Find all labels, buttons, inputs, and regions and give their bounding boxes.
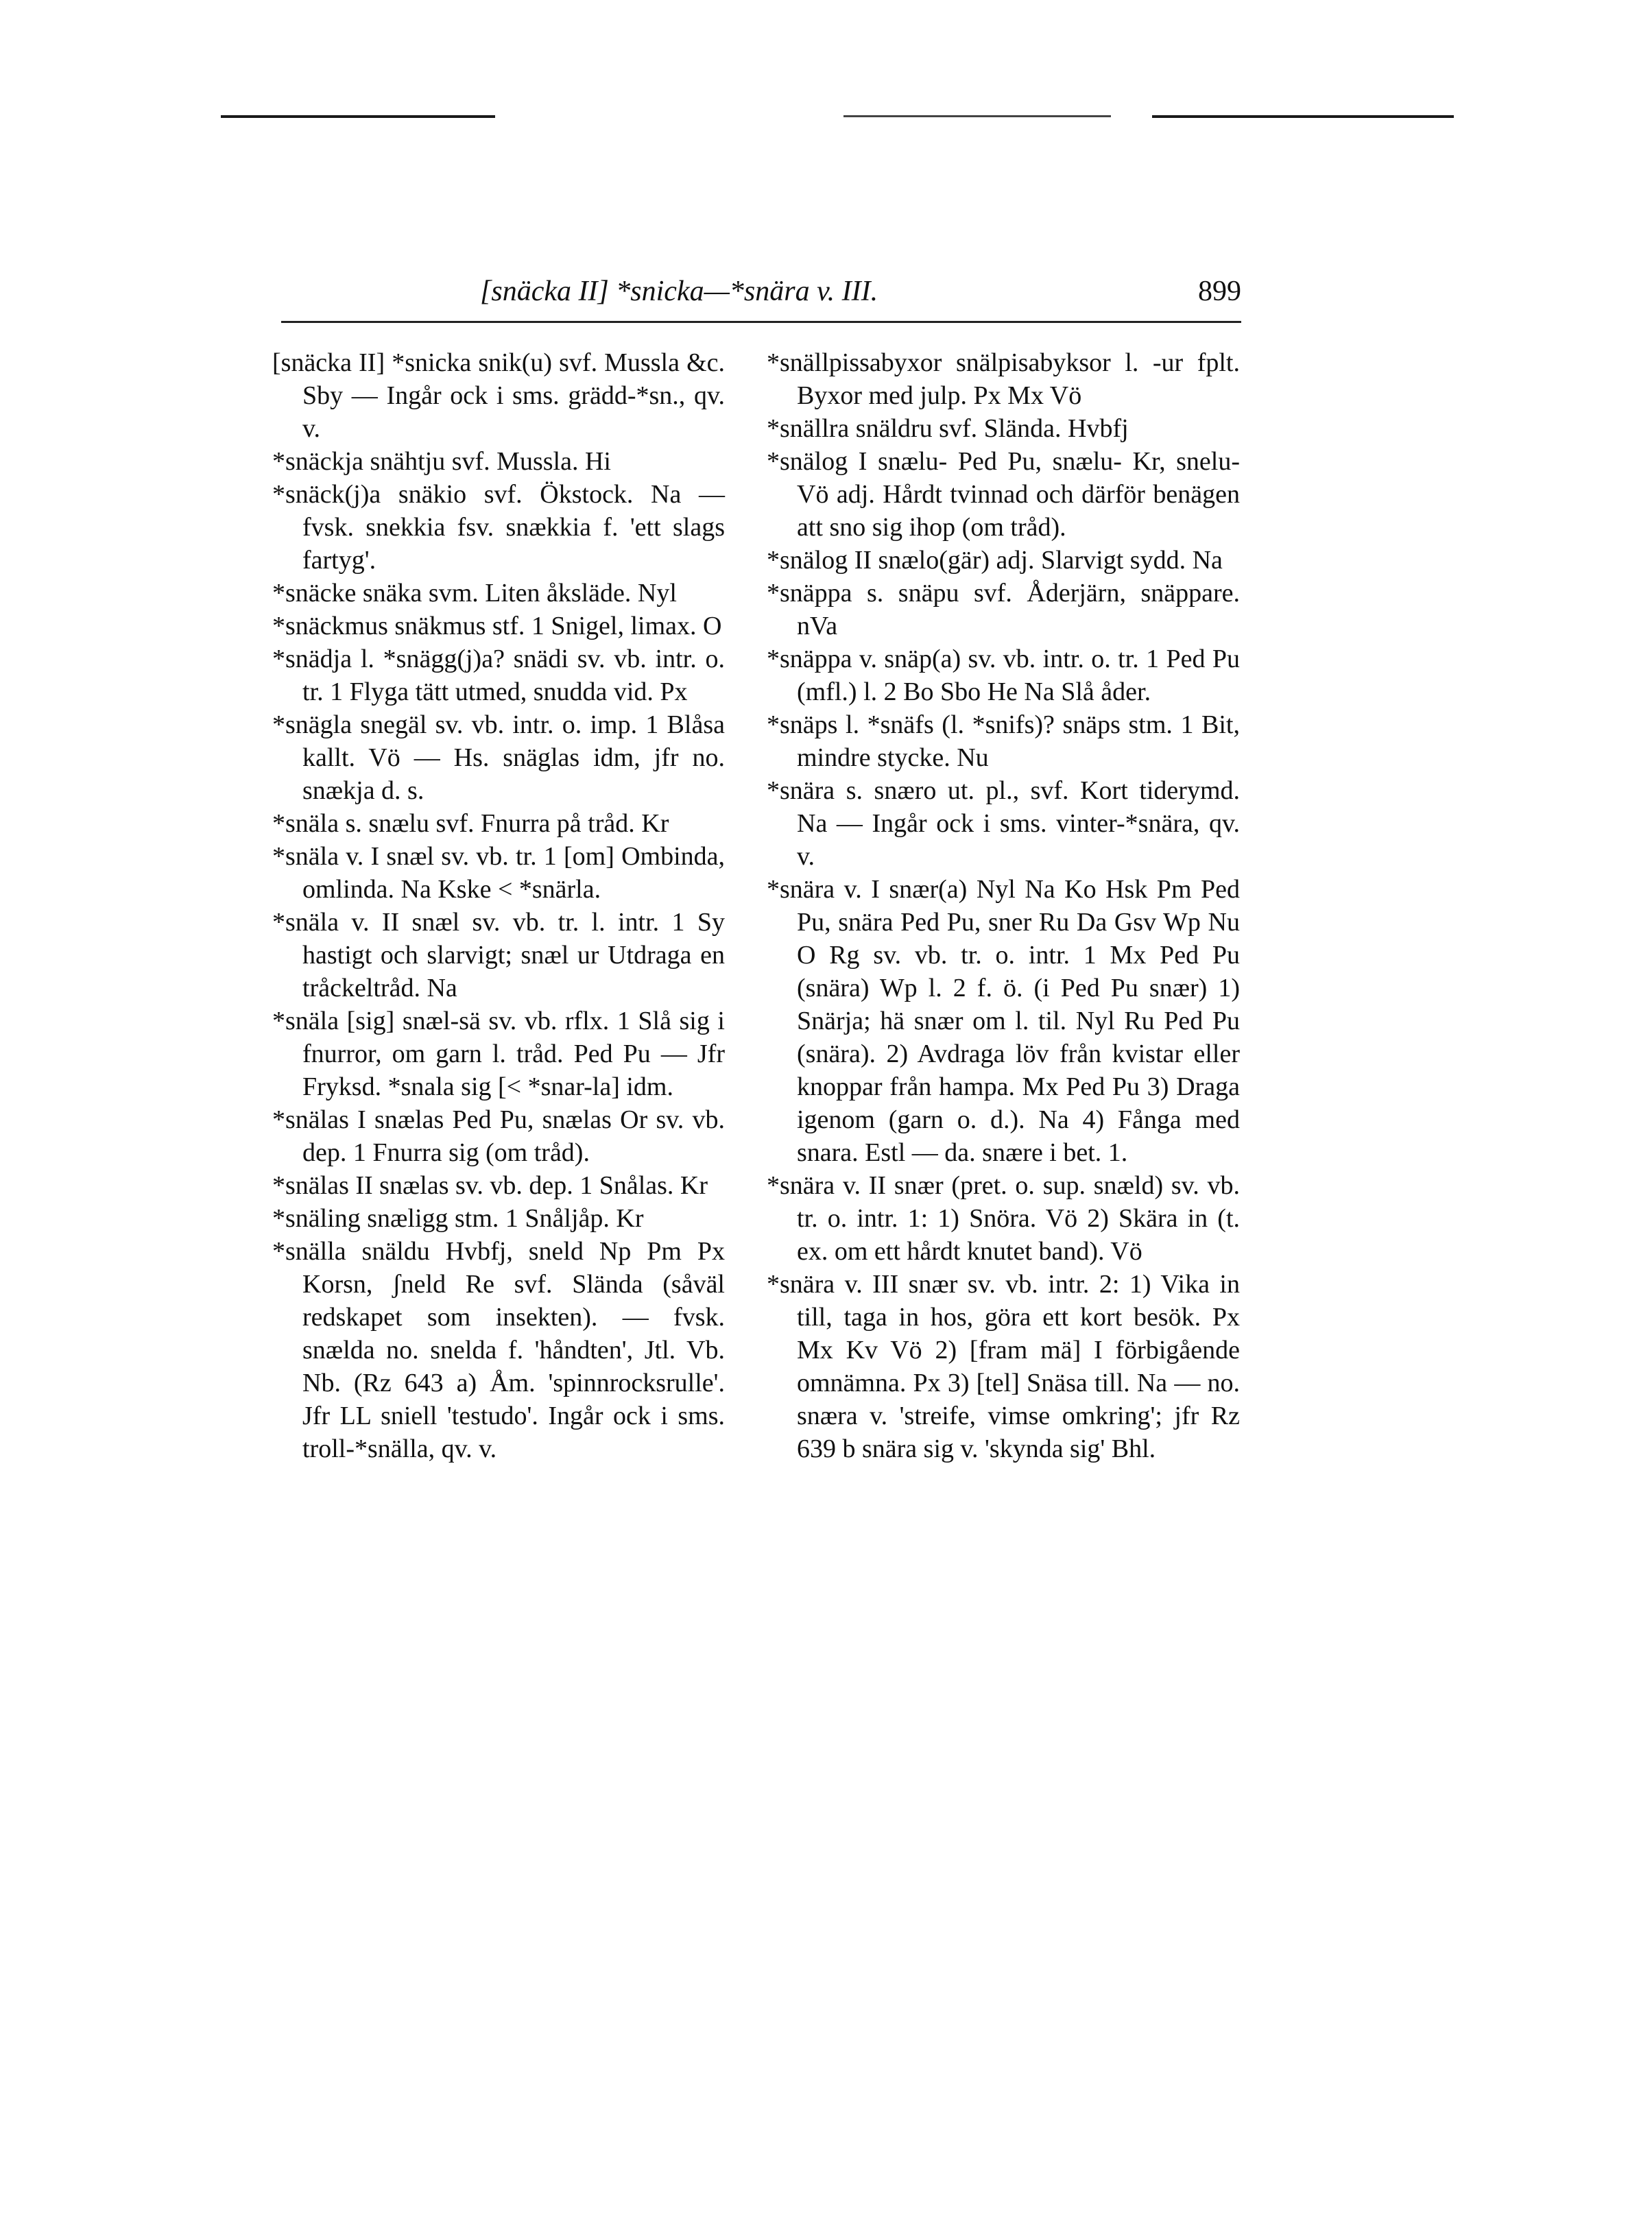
dictionary-entry: [snäcka II] *snicka snik(u) svf. Mussla &c. Sby — Ingår ock i sms. grädd-*sn., qv. v. [272, 348, 725, 443]
top-rule-right [1152, 115, 1454, 118]
dictionary-entry: *snäla s. snælu svf. Fnurra på tråd. Kr [272, 809, 669, 838]
dictionary-entry: *snädja l. *snägg(j)a? snädi sv. vb. intr. o. tr. 1 Flyga tätt utmed, snudda vid. Px [272, 645, 725, 706]
dictionary-entry: *snäppa v. snäp(a) sv. vb. intr. o. tr. 1 Ped Pu (mfl.) l. 2 Bo Sbo He Na Slå åder. [767, 645, 1240, 706]
dictionary-entry: *snälla snäldu Hvbfj, sneld Np Pm Px Korsn, ʃneld Re svf. Slända (såväl redskapet som insekten). — fvsk. snælda no. snelda f. 'håndten', Jtl. Vb. Nb. (Rz 643 a) Åm. 'spinnrocksrulle'. Jfr LL sniell 'testudo'. Ingår ock i sms. troll-*snälla, qv. v. [272, 1237, 725, 1463]
dictionary-entry: *snära v. III snær sv. vb. intr. 2: 1) Vika in till, taga in hos, göra ett kort besök. Px Mx Kv Vö 2) [fram mä] I förbigående omnämna. Px 3) [tel] Snäsa till. Na — no. snæra v. 'streife, vimse omkring'; jfr Rz 639 b snära sig v. 'skynda sig' Bhl. [767, 1270, 1240, 1463]
dictionary-entry: *snäcke snäka svm. Liten åksläde. Nyl [272, 579, 677, 608]
running-title: [snäcka II] *snicka—*snära v. III. [480, 276, 878, 307]
dictionary-entry: *snällpissabyxor snälpisabyksor l. -ur fplt. Byxor med julp. Px Mx Vö [767, 348, 1240, 410]
dictionary-entry: *snäck(j)a snäkio svf. Ökstock. Na — fvsk. snekkia fsv. snækkia f. 'ett slags fartyg'. [272, 480, 725, 575]
dictionary-entry: *snära v. II snær (pret. o. sup. snæld) sv. vb. tr. o. intr. 1: 1) Snöra. Vö 2) Skära in (t. ex. om ett hårdt knutet band). Vö [767, 1171, 1240, 1266]
dictionary-entry: *snäps l. *snäfs (l. *snifs)? snäps stm. 1 Bit, mindre stycke. Nu [767, 710, 1240, 772]
dictionary-entry: *snälas II snælas sv. vb. dep. 1 Snålas. Kr [272, 1171, 708, 1200]
dictionary-entry: *snära v. I snær(a) Nyl Na Ko Hsk Pm Ped Pu, snära Ped Pu, sner Ru Da Gsv Wp Nu O Rg sv. vb. tr. o. intr. 1 Mx Ped Pu (snära) Wp l. 2 f. ö. (i Ped Pu snær) 1) Snärja; hä snær om l. til. Nyl Ru Ped Pu (snära). 2) Avdraga löv från kvistar eller knoppar från hampa. Mx Ped Pu 3) Draga igenom (garn o. d.). Na 4) Fånga med snara. Estl — da. snære i bet. 1. [767, 875, 1240, 1167]
dictionary-entry: *snällra snäldru svf. Slända. Hvbfj [767, 414, 1129, 443]
page-number: 899 [1198, 276, 1241, 307]
dictionary-entry: *snäla [sig] snæl-sä sv. vb. rflx. 1 Slå sig i fnurror, om garn l. tråd. Ped Pu — Jfr Fryksd. *snala sig [< *snar-la] idm. [272, 1007, 725, 1101]
dictionary-entry: *snälog II snælo(gär) adj. Slarvigt sydd. Na [767, 546, 1223, 575]
top-rule-left [221, 115, 495, 118]
dictionary-entry: *snäckja snähtju svf. Mussla. Hi [272, 447, 611, 476]
dictionary-entry: *snälas I snælas Ped Pu, snælas Or sv. vb. dep. 1 Fnurra sig (om tråd). [272, 1105, 725, 1167]
dictionary-entry: *snära s. snæro ut. pl., svf. Kort tiderymd. Na — Ingår ock i sms. vinter-*snära, qv. v. [767, 776, 1240, 871]
dictionary-entry: *snäppa s. snäpu svf. Åderjärn, snäppare. nVa [767, 579, 1240, 640]
right-column [767, 346, 1240, 1923]
dictionary-entry: *snälog I snælu- Ped Pu, snælu- Kr, snelu- Vö adj. Hårdt tvinnad och därför benägen att sno sig ihop (om tråd). [767, 447, 1240, 542]
dictionary-entry: *snäckmus snäkmus stf. 1 Snigel, limax. O [272, 612, 722, 640]
dictionary-entry: *snäling snæligg stm. 1 Snåljåp. Kr [272, 1204, 644, 1233]
dictionary-entry: *snägla snegäl sv. vb. intr. o. imp. 1 Blåsa kallt. Vö — Hs. snäglas idm, jfr no. snækja d. s. [272, 710, 725, 805]
dictionary-entry: *snäla v. I snæl sv. vb. tr. 1 [om] Ombinda, omlinda. Na Kske < *snärla. [272, 842, 725, 904]
top-rule-middle [843, 115, 1111, 117]
left-column [272, 346, 725, 1923]
header-rule [281, 321, 1241, 323]
dictionary-entry: *snäla v. II snæl sv. vb. tr. l. intr. 1 Sy hastigt och slarvigt; snæl ur Utdraga en tråckeltråd. Na [272, 908, 725, 1002]
